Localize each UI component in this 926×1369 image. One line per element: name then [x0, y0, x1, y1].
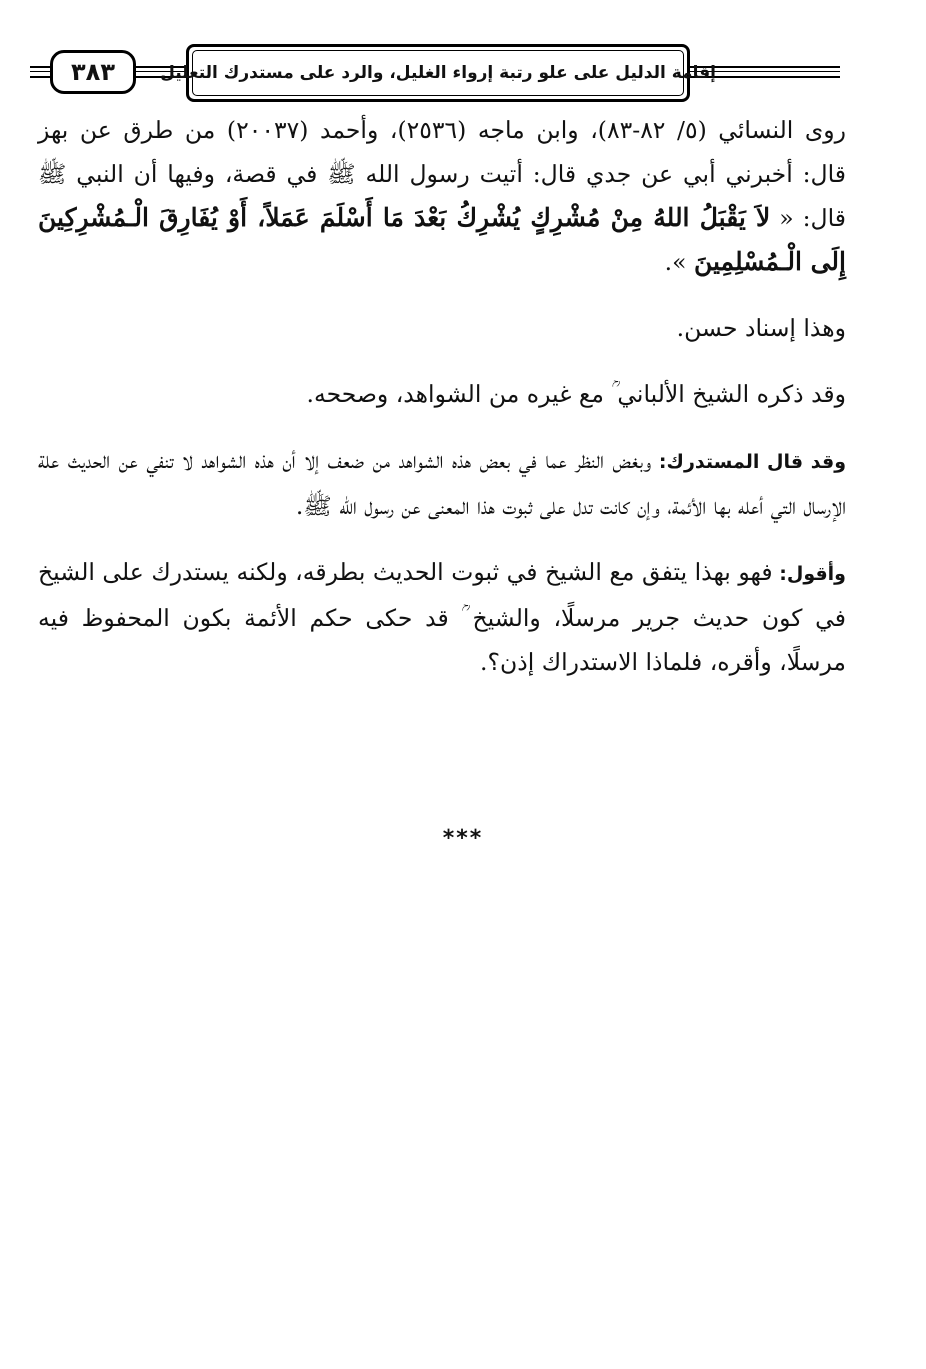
isnad-text: وهذا إسناد حسن. — [676, 314, 846, 342]
hadith-close: ». — [664, 248, 694, 276]
hadith-intro: روى النسائي (٥/ ٨٢-٨٣)، وابن ماجه (٢٥٣٦)، وأحمد (٢٠٠٣٧) من طرق عن بهز قال: أخبرني أبي عن جدي قال: أتيت رسول الله ﷺ في قصة، وفيها أن النبي ﷺ قال: « — [38, 116, 847, 232]
paragraph-isnad — [38, 306, 846, 350]
page-header — [0, 0, 926, 120]
albani-text: وقد ذكره الشيخ الألباني ؒ مع غيره من الشواهد، وصححه. — [306, 380, 846, 408]
response-label: وأقول: — [772, 563, 846, 585]
paragraph-hadith — [38, 108, 846, 284]
section-separator: *** — [442, 826, 484, 851]
page-number: ٣٨٣ — [50, 50, 136, 94]
paragraph-albani — [38, 372, 846, 416]
running-title-frame — [160, 44, 716, 102]
response-text: فهو بهذا يتفق مع الشيخ في ثبوت الحديث بطرقه، ولكنه يستدرك على الشيخ في كون حديث جرير مرسلًا، والشيخ ؒ قد حكى حكم الأئمة بكون المحفوظ فيه مرسلًا، وأقره، فلماذا الاستدراك إذن؟. — [38, 558, 846, 676]
mustadrik-label: وقد قال المستدرك: — [651, 451, 846, 473]
page-body — [38, 108, 846, 684]
running-title: إقامة الدليل على علو رتبة إرواء الغليل، والرد على مستدرك التعليل — [192, 50, 684, 96]
header-rule — [30, 76, 50, 78]
header-rule — [30, 71, 50, 72]
paragraph-mustadrik — [38, 438, 846, 528]
mustadrik-text: وبغض النظر عما في بعض هذه الشواهد من ضعف إلا أن هذه الشواهد لا تنفي عن الحديث علة الإرسال التي أعله بها الأئمة، وإن كانت تدل على ثبوت هذا المعنى عن رسول الله ﷺ. — [38, 446, 846, 520]
paragraph-response — [38, 550, 846, 684]
hadith-text: لاَ يَقْبَلُ اللهُ مِنْ مُشْرِكٍ يُشْرِكُ بَعْدَ مَا أَسْلَمَ عَمَلاً، أَوْ يُفَارِقَ الْـمُشْرِكِينَ إِلَى الْـمُسْلِمِينَ — [38, 203, 846, 276]
header-rule — [30, 66, 50, 68]
